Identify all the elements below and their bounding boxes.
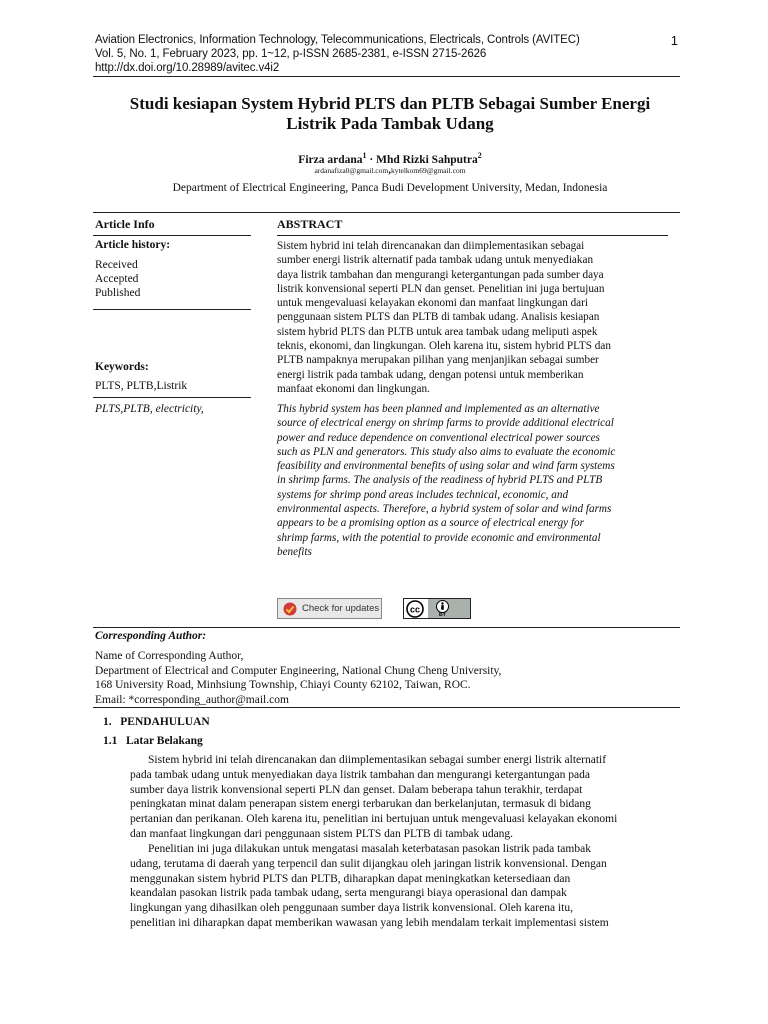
abstract-id-line: sistem hybrid PLTS dan PLTB untuk area tambak udang meliputi aspek [277, 325, 598, 338]
abstract-id-line: listrik konvensional seperti PLN dan genset. Penelitian ini juga bertujuan [277, 282, 605, 295]
abstract-id-line: untuk mengevaluasi kelayakan ekonomi dan manfaat lingkungan dari [277, 297, 588, 310]
email-2: kytelkom69@gmail.com [390, 166, 466, 175]
abstract-id-line: PLTB nampaknya merupakan pilihan yang menjanjikan sebagai sumber [277, 354, 599, 367]
abstract-en-line: This hybrid system has been planned and implemented as an alternative [277, 403, 600, 415]
info-heading-rule [93, 235, 251, 236]
abstract-en-line: source of electrical energy on shrimp farms to provide additional electrical [277, 417, 614, 430]
history-received: Received [95, 259, 138, 271]
corresponding-line: Department of Electrical and Computer Engineering, National Chung Cheng University, [95, 664, 502, 677]
corresponding-heading: Corresponding Author: [95, 630, 207, 642]
abstract-en-line: appears to be a promising option as a source of electrical energy for [277, 517, 584, 530]
paragraph-line: udang, terutama di daerah yang terpencil dan sulit dijangkau oleh jaringan listrik konvensional. Dengan [130, 857, 607, 870]
abstract-id-line: Sistem hybrid ini telah direncanakan dan diimplementasikan sebagai [277, 240, 585, 252]
svg-text:cc: cc [409, 604, 421, 615]
paragraph-line: penelitian ini diharapkan dapat memberikan wawasan yang lebih mendalam terkait implementasi sistem [130, 916, 609, 929]
check-updates-badge[interactable] [277, 598, 382, 619]
creative-commons-icon [406, 600, 424, 618]
journal-name: Aviation Electronics, Information Technology, Telecommunications, Electricals, Controls (AVITEC) [95, 34, 580, 46]
abstract-id-line: manfaat ekonomi dan lingkungan. [277, 382, 430, 395]
author-1-affil: 1 [362, 151, 367, 160]
keywords-id: PLTS, PLTB,Listrik [95, 380, 188, 392]
paragraph-2 [130, 842, 678, 931]
header-rule [93, 76, 680, 77]
abstract-en-line: power and reduce dependence on conventional electrical power sources [277, 431, 600, 444]
journal-doi-link[interactable]: http://dx.doi.org/10.28989/avitec.v4i2 [95, 62, 280, 74]
paragraph-line: sumber daya listrik konvensional seperti PLN dan genset. Dalam beberapa tahun terakhir, terdapat [130, 783, 583, 796]
author-2: Mhd Rizki Sahputra [376, 153, 478, 166]
paragraph-line: peningkatan minat dalam penerapan sistem energi terbarukan dan berkelanjutan, termasuk di bidang [130, 798, 591, 811]
keywords-heading: Keywords: [95, 361, 149, 373]
abstract-id-line: daya listrik tambahan dan mengurangi ketergantungan pada sumber daya [277, 268, 604, 281]
corresponding-line: 168 University Road, Minhsiung Township, Chiayi County 62102, Taiwan, ROC. [95, 679, 471, 691]
info-bottom-rule [93, 627, 680, 628]
corresponding-line: Name of Corresponding Author, [95, 650, 244, 662]
abstract-id-line: teknis, ekonomi, dan lingkungan. Oleh karena itu, sistem hybrid PLTS dan [277, 340, 611, 353]
article-info-heading: Article Info [95, 217, 155, 231]
paragraph-line: menggunakan sistem hybrid PLTS dan PLTB, diharapkan dapat meningkatkan ketersediaan dan [130, 872, 571, 885]
history-accepted: Accepted [95, 273, 139, 285]
cc-by-label: BY [439, 612, 446, 618]
history-heading: Article history: [95, 239, 171, 251]
abstract-en-line: systems for shrimp pond areas includes technical, economic, and [277, 488, 569, 501]
cc-license-badge[interactable] [403, 598, 471, 619]
abstract-en-line: feasibility and environmental benefits of using solar and wind farm systems [277, 460, 615, 473]
corresponding-rule [93, 707, 680, 708]
keywords-en: PLTS,PLTB, electricity, [95, 403, 204, 415]
paragraph-line: dan manfaat lingkungan dari penggunaan sistem PLTS dan PLTB di tambak udang. [130, 827, 514, 840]
paper-title-line1: Studi kesiapan System Hybrid PLTS dan PLTB Sebagai Sumber Energi [129, 94, 651, 113]
abstract-en-line: in shrimp farms. The analysis of the readiness of hybrid PLTS and PLTB [277, 474, 603, 487]
abstract-heading: ABSTRACT [277, 217, 343, 231]
abstract-en [277, 402, 668, 559]
abstract-id [277, 239, 668, 396]
author-2-affil: 2 [477, 151, 482, 160]
abstract-en-line: such as PLN and generators. This study also aims to evaluate the economic [277, 445, 616, 458]
paper-title-line2: Listrik Pada Tambak Udang [286, 114, 494, 133]
paragraph-line: Penelitian ini juga dilakukan untuk mengatasi masalah keterbatasan pasokan listrik pada tambak [148, 843, 591, 855]
abstract-id-line: sumber energi listrik alternatif pada tambak udang untuk menyediakan [277, 254, 594, 267]
abstract-heading-rule [277, 235, 668, 236]
corresponding-details [95, 649, 501, 707]
abstract-en-line: environmental aspects. Therefore, a hybrid system of solar and wind farms [277, 503, 612, 516]
abstract-en-line: shrimp farms, with the potential to provide economic and environmental [277, 531, 601, 544]
email-1: ardanafiza0@gmail.com [314, 166, 389, 175]
author-separator: · [366, 153, 377, 166]
check-updates-icon [283, 602, 297, 616]
section-heading: 1. PENDAHULUAN [103, 716, 210, 728]
paragraph-line: lingkungan yang dihasilkan oleh penggunaan sumber daya listrik konvensional. Oleh karena itu, [130, 902, 573, 915]
check-updates-label: Check for updates [302, 603, 380, 614]
corresponding-line: Email: *corresponding_author@mail.com [95, 693, 289, 706]
history-published: Published [95, 287, 141, 299]
keywords-rule [93, 397, 251, 398]
journal-volume: Vol. 5, No. 1, February 2023, pp. 1~12, p-ISSN 2685-2381, e-ISSN 2715-2626 [95, 48, 487, 60]
paragraph-line: Sistem hybrid ini telah direncanakan dan diimplementasikan sebagai sumber energi listrik alternatif [148, 754, 607, 766]
paragraph-line: keandalan pasokan listrik pada tambak udang, serta mengurangi biaya operasional dan dampak [130, 887, 567, 900]
abstract-id-line: energi listrik pada tambak udang, dengan potensi untuk memberikan [277, 368, 584, 381]
email-separator: , [388, 164, 391, 176]
paragraph-1 [130, 753, 678, 842]
paragraph-line: pertanian dan perikanan. Oleh karena itu, penelitian ini bertujuan untuk mengevaluasi kelayakan ekonomi [130, 813, 618, 826]
author-1: Firza ardana [298, 153, 363, 166]
abstract-en-line: benefits [277, 545, 312, 558]
page-number: 1 [670, 33, 678, 48]
author-emails [100, 164, 680, 176]
paper-title [100, 94, 680, 134]
info-top-rule [93, 212, 680, 213]
abstract-id-line: penggunaan sistem PLTS dan PLTB di tambak udang. Analisis kesiapan [277, 311, 600, 324]
paragraph-line: pada tambak udang untuk menyediakan daya listrik tambahan dan mengurangi ketergantungan pada [130, 768, 590, 781]
subsection-heading: 1.1 Latar Belakang [103, 735, 203, 747]
history-rule [93, 309, 251, 310]
affiliation: Department of Electrical Engineering, Panca Budi Development University, Medan, Indonesia [172, 182, 608, 194]
